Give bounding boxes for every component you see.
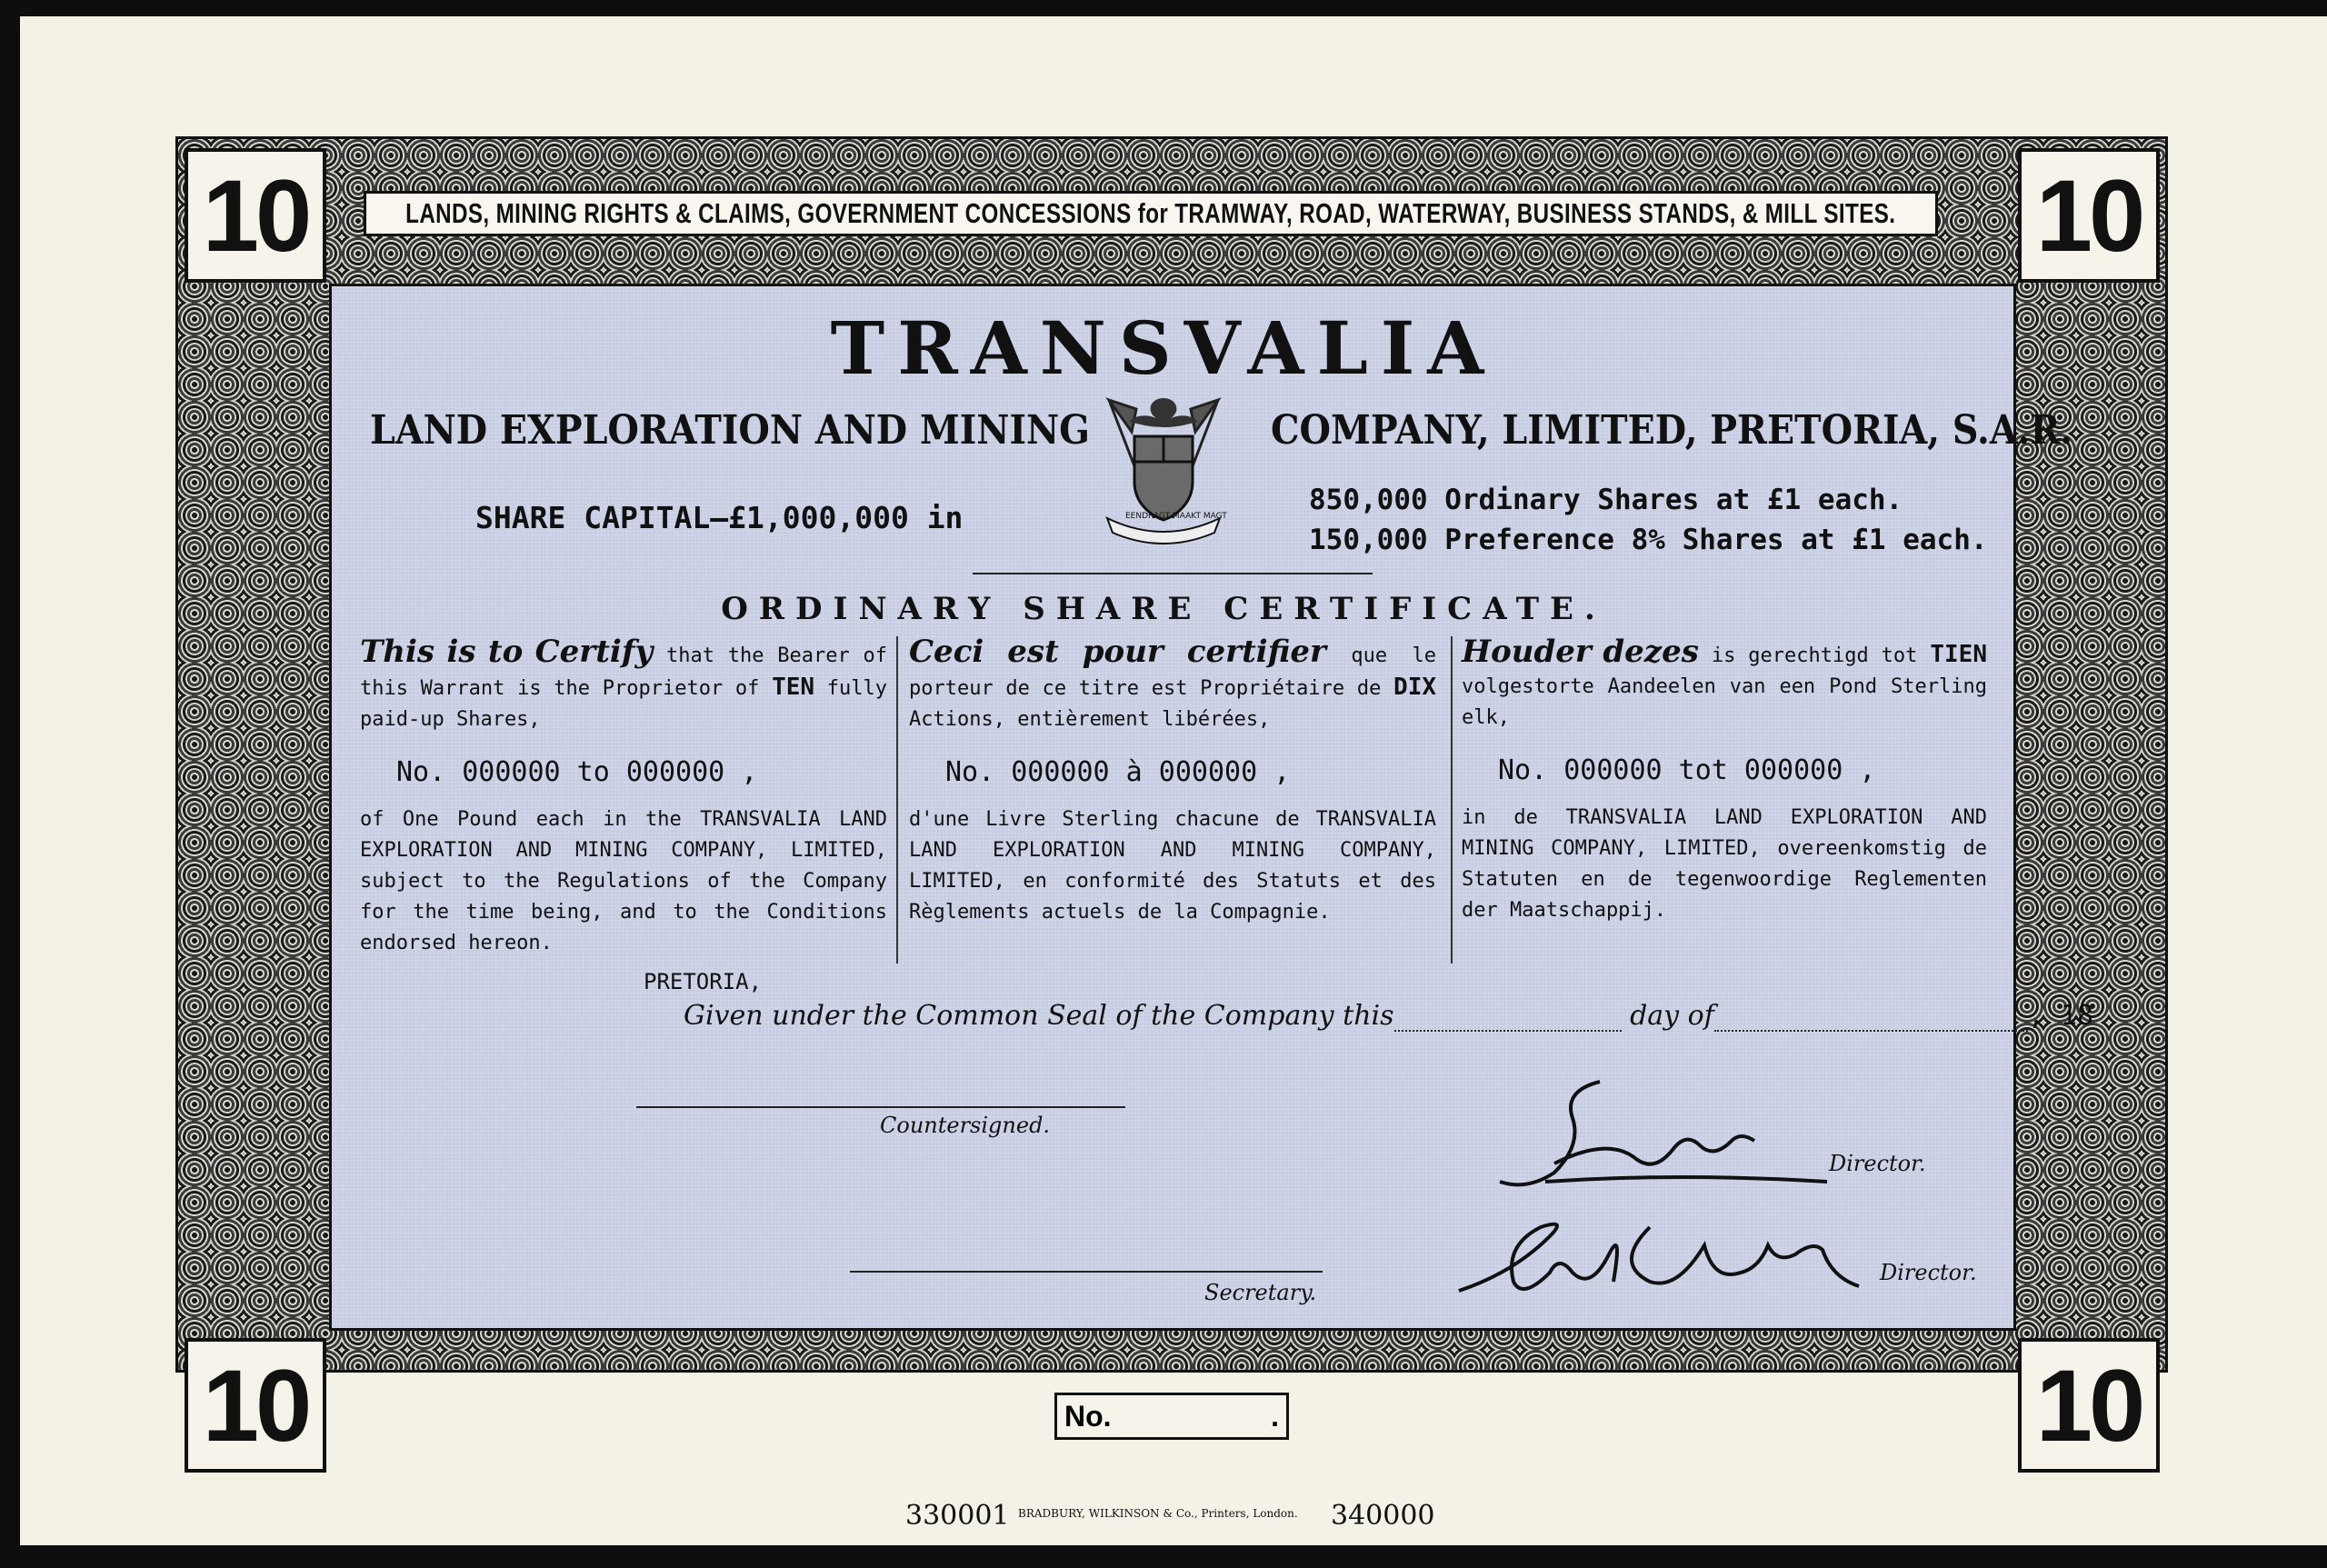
corner-value-bottom-left: 10 xyxy=(185,1338,326,1473)
corner-value-bottom-right: 10 xyxy=(2018,1338,2160,1473)
serial-end: 340000 xyxy=(1331,1500,1435,1532)
countersign-line xyxy=(636,1106,1125,1108)
french-intro: Ceci est pour certifier que le porteur de ce titre est Propriétaire de DIX Actions, entièrement libérées, xyxy=(909,634,1437,731)
director-label-2: Director. xyxy=(1880,1260,1977,1285)
column-divider xyxy=(896,636,898,964)
subtitle-right: COMPANY, LIMITED, PRETORIA, S.A.R. xyxy=(1271,407,2073,454)
company-title: TRANSVALIA xyxy=(830,305,1497,391)
english-share-numbers: No. 000000 to 000000 , xyxy=(396,756,758,788)
dutch-intro: Houder dezes is gerechtigd tot TIEN volgestorte Aandeelen van een Pond Sterling elk, xyxy=(1462,634,1987,729)
crest-motto: EENDRAGT MAAKT MAGT xyxy=(1125,512,1227,521)
preference-shares-line: 150,000 Preference 8% Shares at £1 each. xyxy=(1309,524,1988,556)
director-signature-2 xyxy=(1450,1200,1895,1318)
english-terms: of One Pound each in the TRANSVALIA LAND EXPLORATION AND MINING COMPANY, LIMITED, subject to the Regulations of the Company for the time being, and to the Conditions endorsed hereon. xyxy=(360,808,887,954)
coat-of-arms-icon xyxy=(1091,382,1236,550)
dutch-column xyxy=(1462,636,1987,926)
english-intro: This is to Certify that the Bearer of this Warrant is the Proprietor of TEN fully paid-up Shares, xyxy=(360,634,887,731)
banner-text: LANDS, MINING RIGHTS & CLAIMS, GOVERNMENT CONCESSIONS for TRAMWAY, ROAD, WATERWAY, BUSINESS STANDS, & MILL SITES. xyxy=(405,197,1896,229)
certificate-number-label: No. xyxy=(1064,1399,1112,1433)
french-share-numbers: No. 000000 à 000000 , xyxy=(945,756,1291,788)
concessions-banner xyxy=(364,191,1938,236)
column-divider xyxy=(1451,636,1453,964)
english-column xyxy=(360,636,887,959)
french-column xyxy=(909,636,1436,928)
corner-value-top-left: 10 xyxy=(185,148,326,283)
share-capital: SHARE CAPITAL—£1,000,000 in xyxy=(475,500,964,535)
secretary-line xyxy=(850,1271,1323,1273)
director-label-1: Director. xyxy=(1829,1151,1926,1176)
serial-start: 330001 xyxy=(905,1500,1010,1532)
secretary-label: Secretary. xyxy=(1204,1280,1317,1305)
dutch-terms: in de TRANSVALIA LAND EXPLORATION AND MINING COMPANY, LIMITED, overeenkomstig de Statuten en de tegenwoordige Reglementen der Maatschappij. xyxy=(1462,806,1987,922)
certificate-heading: ORDINARY SHARE CERTIFICATE. xyxy=(721,591,1606,627)
director-signature-1 xyxy=(1491,1064,1836,1200)
ordinary-shares-line: 850,000 Ordinary Shares at £1 each. xyxy=(1309,484,1903,516)
countersigned-label: Countersigned. xyxy=(880,1113,1051,1138)
subtitle-left: LAND EXPLORATION AND MINING xyxy=(370,407,1090,454)
place-pretoria: PRETORIA, xyxy=(644,969,763,994)
printer-imprint: BRADBURY, WILKINSON & Co., Printers, London. xyxy=(1018,1507,1298,1520)
corner-value-top-right: 10 xyxy=(2018,148,2160,283)
certificate-number-box: No. . xyxy=(1054,1393,1289,1440)
divider-rule xyxy=(973,573,1373,574)
dutch-share-numbers: No. 000000 tot 000000 , xyxy=(1498,754,1876,786)
french-terms: d'une Livre Sterling chacune de TRANSVALIA LAND EXPLORATION AND MINING COMPANY, LIMITED, en conformité des Statuts et des Règlements actuels de la Compagnie. xyxy=(909,808,1436,924)
given-under-seal: Given under the Common Seal of the Company this day of , 18 xyxy=(684,1000,2094,1032)
